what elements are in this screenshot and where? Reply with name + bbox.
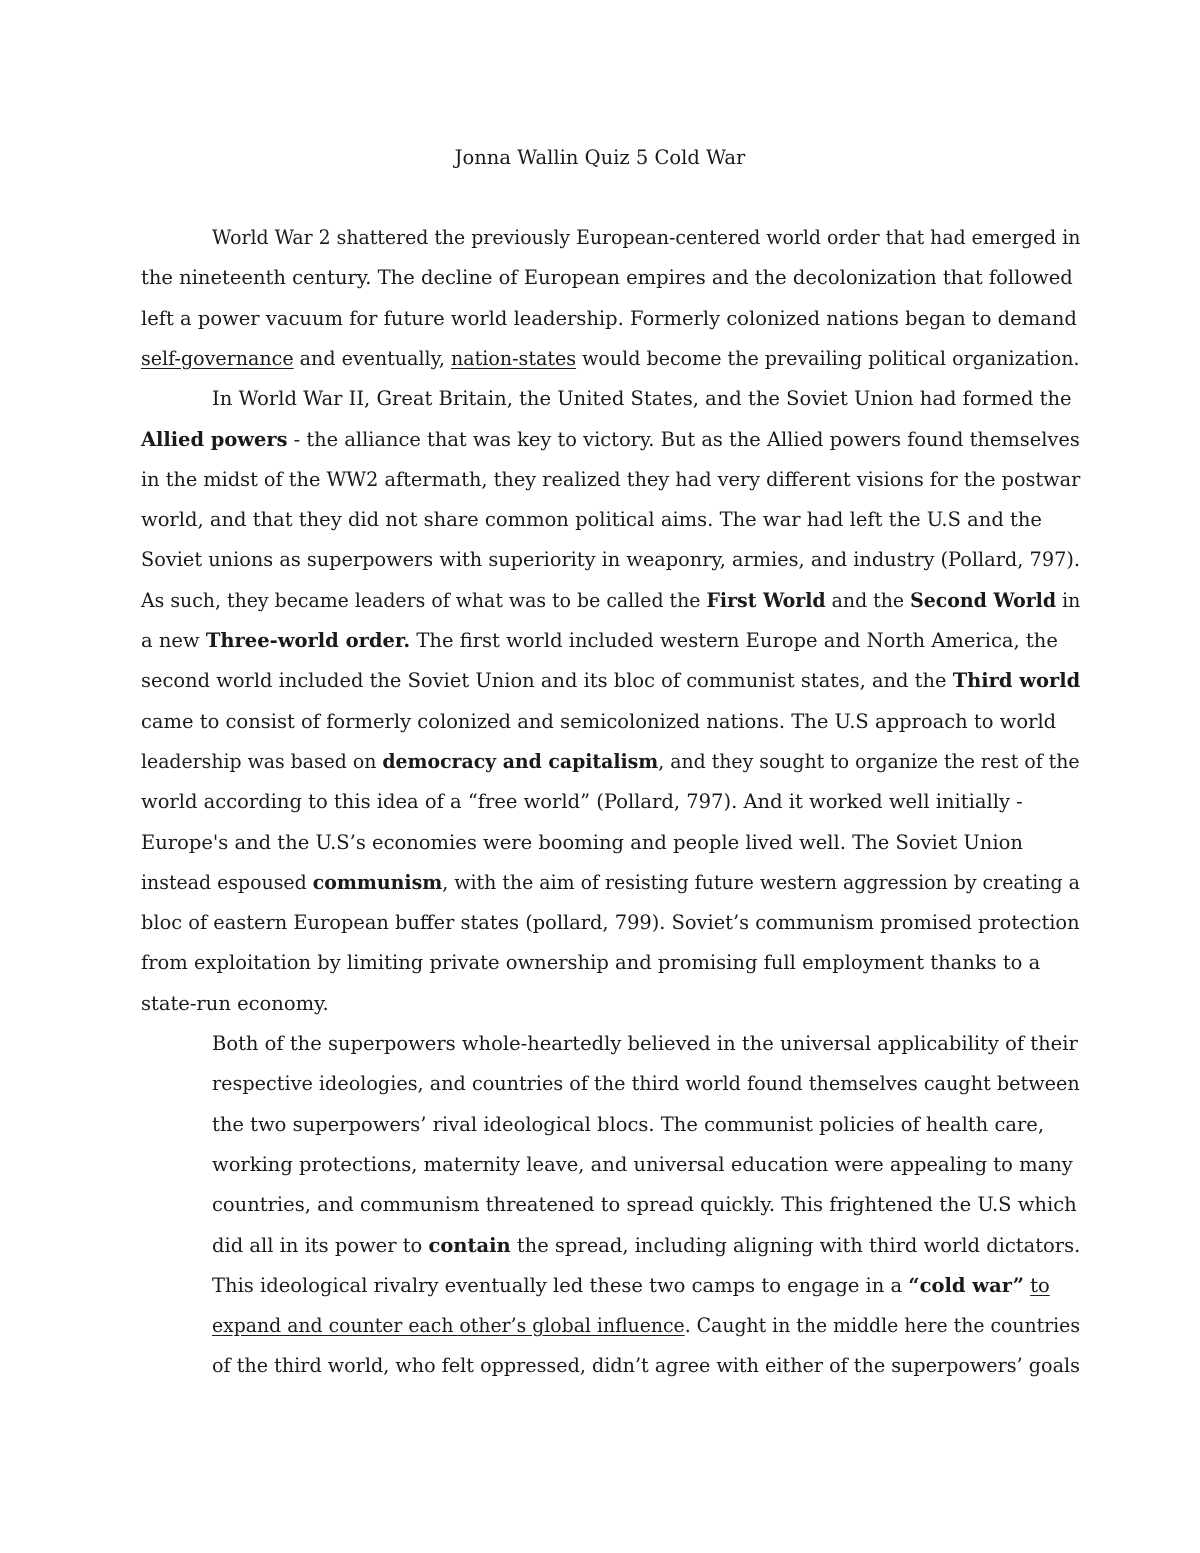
bold-term: Allied powers — [141, 427, 288, 451]
text-run: left a power vacuum for future world leadership. Formerly colonized nations began to demand — [141, 306, 1077, 330]
text-line — [141, 420, 1080, 460]
document-title: Jonna Wallin Quiz 5 Cold War — [454, 146, 746, 169]
text-line — [141, 742, 1080, 782]
text-line — [212, 1226, 1080, 1266]
text-line — [212, 1346, 1080, 1386]
text-run: a new — [141, 629, 206, 652]
underlined-phrase: expand and counter each other’s global influence — [212, 1314, 685, 1338]
bold-term: “cold war” — [908, 1273, 1024, 1297]
text-run: . Caught in the middle here the countries — [684, 1314, 1080, 1338]
text-line — [212, 1306, 1080, 1346]
text-line — [212, 1064, 1080, 1104]
text-run: and the — [825, 588, 911, 612]
underlined-phrase: nation-states — [450, 346, 577, 370]
text-line — [141, 339, 1080, 379]
text-run: Europe's and the U.S’s economies were booming and people lived well. The Soviet Union — [141, 830, 1023, 854]
text-run: second world included the Soviet Union and its bloc of communist states, and the — [141, 669, 953, 693]
text-run: did all in its power to — [212, 1233, 429, 1257]
text-run: countries, and communism threatened to spread quickly. This frightened the U.S which — [212, 1193, 1077, 1217]
text-run: the two superpowers’ rival ideological blocs. The communist policies of health care, — [212, 1112, 1045, 1136]
text-run: would become the prevailing political organization. — [576, 346, 1080, 370]
text-run: in the midst of the WW2 aftermath, they realized they had very different visions for the postwar — [141, 467, 1081, 491]
text-run: respective ideologies, and countries of the third world found themselves caught between — [212, 1072, 1080, 1096]
bold-term: Second World — [910, 588, 1057, 612]
text-run: instead espoused — [141, 870, 313, 894]
bold-term: Three-world order. — [205, 629, 411, 652]
text-run: , and they sought to organize the rest of the — [658, 749, 1080, 773]
text-line — [141, 984, 329, 1024]
text-run: In World War II, Great Britain, the United States, and the Soviet Union had formed the — [212, 387, 1072, 411]
text-line — [141, 943, 1040, 983]
text-line — [141, 702, 1056, 742]
text-run: of the third world, who felt oppressed, didn’t agree with either of the superpowers’ goals — [212, 1354, 1080, 1378]
text-run: - the alliance that was key to victory. But as the Allied powers found themselves — [287, 427, 1080, 451]
text-run: Soviet unions as superpowers with superiority in weaponry, armies, and industry (Pollard, 797). — [141, 548, 1081, 572]
text-line — [212, 1145, 1073, 1185]
text-line — [212, 1266, 1050, 1306]
text-line — [212, 218, 1080, 258]
underlined-phrase: to — [1030, 1273, 1050, 1297]
text-run: World War 2 shattered the previously European-centered world order that had emerged in — [212, 226, 1081, 249]
text-run: bloc of eastern European buffer states (pollard, 799). Soviet’s communism promised protection — [141, 911, 1080, 935]
text-line — [141, 258, 1073, 298]
text-run: working protections, maternity leave, and universal education were appealing to many — [212, 1152, 1073, 1176]
text-line — [212, 1185, 1077, 1225]
text-run: Both of the superpowers whole-heartedly believed in the universal applicability of their — [212, 1032, 1078, 1055]
bold-term: Third world — [952, 669, 1081, 693]
text-run: from exploitation by limiting private ownership and promising full employment thanks to a — [141, 951, 1041, 975]
bold-term: democracy and capitalism — [382, 749, 659, 773]
text-run: and eventually, — [293, 346, 451, 370]
text-run: the nineteenth century. The decline of European empires and the decolonization that followed — [141, 266, 1073, 290]
text-run: in — [1056, 588, 1081, 612]
text-line — [141, 460, 1080, 500]
text-run: This ideological rivalry eventually led these two camps to engage in a — [212, 1273, 909, 1297]
bold-term: contain — [428, 1233, 511, 1257]
text-line — [212, 1105, 1044, 1145]
text-line — [141, 621, 1058, 661]
text-run: , with the aim of resisting future western aggression by creating a — [442, 870, 1080, 894]
text-line — [141, 903, 1080, 943]
text-line — [141, 863, 1080, 903]
text-run: came to consist of formerly colonized and semicolonized nations. The U.S approach to world — [141, 709, 1057, 733]
text-line — [141, 581, 1080, 621]
text-run: world according to this idea of a “free world” (Pollard, 797). And it worked well initially - — [141, 790, 1023, 814]
text-line — [141, 782, 1023, 822]
bold-term: First World — [706, 588, 826, 612]
bold-term: communism — [312, 870, 443, 894]
text-run: world, and that they did not share common political aims. The war had left the U.S and the — [141, 508, 1042, 532]
text-run: The first world included western Europe and North America, the — [410, 629, 1058, 652]
text-line — [141, 500, 1042, 540]
text-line — [212, 379, 1072, 419]
text-run: As such, they became leaders of what was to be called the — [141, 588, 707, 612]
text-run: leadership was based on — [141, 749, 383, 773]
text-line — [141, 661, 1080, 701]
text-line — [212, 1024, 1078, 1064]
text-line — [141, 823, 1023, 863]
text-run: the spread, including aligning with third world dictators. — [510, 1233, 1081, 1257]
underlined-phrase: self-governance — [141, 346, 294, 370]
text-line — [141, 540, 1080, 580]
text-run: state-run economy. — [141, 991, 329, 1015]
text-line — [141, 299, 1077, 339]
